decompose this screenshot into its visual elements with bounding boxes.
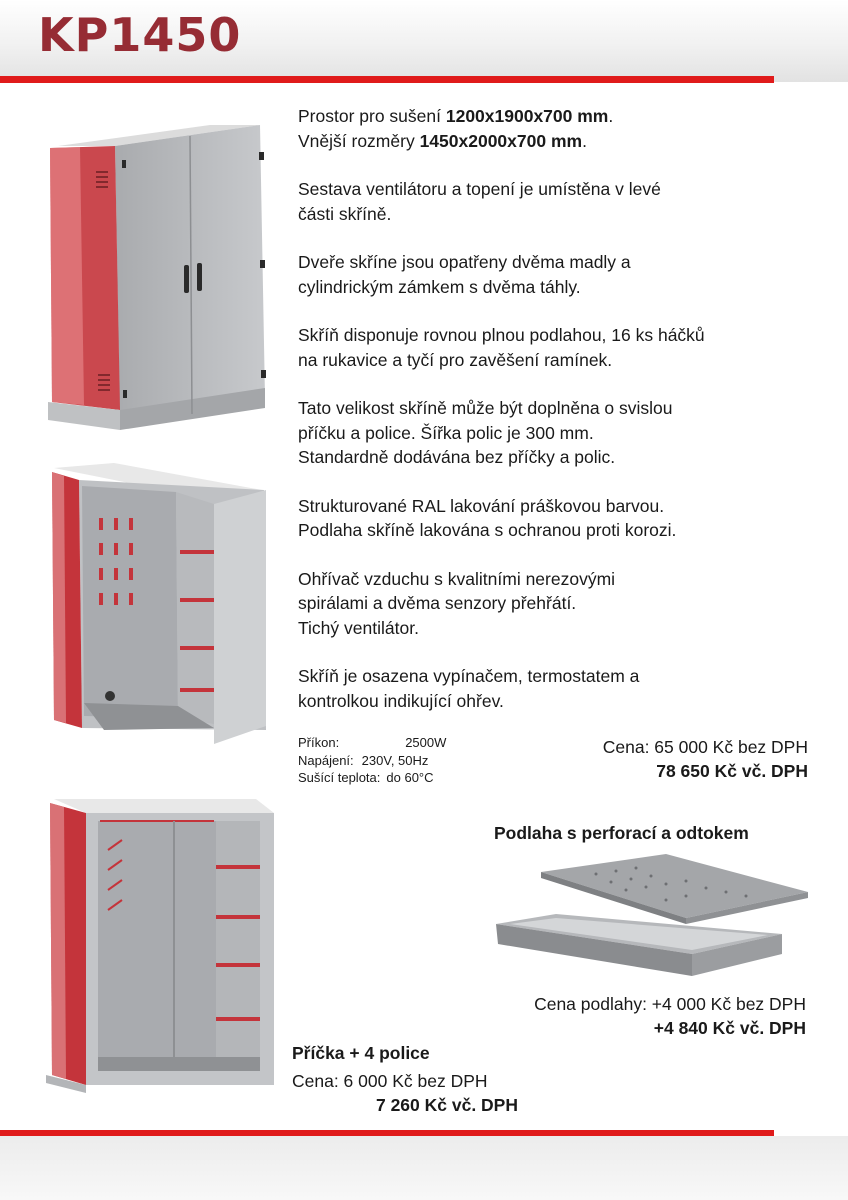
paragraph-heater <box>298 567 768 641</box>
options-line-3: Standardně dodávána bez příčky a polic. <box>298 447 616 467</box>
main-price <box>603 735 808 783</box>
fan-line-2: části skříně. <box>298 203 392 224</box>
floor-price-gross: +4 840 Kč vč. DPH <box>653 1018 806 1038</box>
spec-list <box>298 734 446 787</box>
floor-price <box>534 992 806 1040</box>
controls-line-1: Skříň je osazena vypínačem, termostatem a <box>298 666 640 686</box>
options-line-1: Tato velikost skříně může být doplněna o svislou <box>298 398 673 418</box>
paragraph-controls <box>298 664 768 713</box>
outer-value: 1450x2000x700 mm <box>419 130 583 151</box>
paragraph-fan <box>298 177 768 226</box>
paragraph-doors <box>298 250 768 299</box>
shelves-option-title: Příčka + 4 police <box>292 1043 430 1063</box>
floor-option-title: Podlaha s perforací a odtokem <box>494 823 749 843</box>
shelves-price-gross: 7 260 Kč vč. DPH <box>375 1095 518 1115</box>
spec-label: Sušící teplota: <box>298 770 381 785</box>
cabinet-open-image <box>44 458 274 748</box>
options-line-2: příčku a police. Šířka polic je 300 mm. <box>298 422 594 443</box>
dims-value: 1200x1900x700 mm <box>445 106 609 126</box>
fan-line-1: Sestava ventilátoru a topení je umístěna v levé <box>298 179 661 199</box>
floor-line-2: na rukavice a tyčí pro zavěšení ramínek. <box>298 349 613 370</box>
footer-band <box>0 1136 848 1200</box>
perforated-floor-image <box>486 852 810 980</box>
shelves-price <box>292 1069 518 1117</box>
outer-prefix: Vnější rozměry <box>298 130 420 151</box>
product-description <box>298 104 768 737</box>
controls-line-2: kontrolkou indikující ohřev. <box>298 690 504 711</box>
spec-value: do 60°C <box>386 770 434 785</box>
spec-label: Napájení: <box>298 752 354 768</box>
paragraph-floor <box>298 323 768 372</box>
floor-price-net: Cena podlahy: +4 000 Kč bez DPH <box>534 994 806 1014</box>
paragraph-dimensions: Prostor pro sušení 1200x1900x700 mm. Vnější rozměry 1450x2000x700 mm. <box>298 106 614 151</box>
paragraph-finish <box>298 494 768 543</box>
spec-value: 2500W <box>405 735 447 750</box>
shelves-price-net: Cena: 6 000 Kč bez DPH <box>292 1071 488 1091</box>
spec-label: Příkon: <box>298 735 340 750</box>
paragraph-options <box>298 396 768 470</box>
heater-line-3: Tichý ventilátor. <box>298 617 419 638</box>
dims-prefix: Prostor pro sušení <box>298 106 446 126</box>
top-red-rule <box>0 76 774 83</box>
finish-line-2: Podlaha skříně lakována s ochranou proti korozi. <box>298 520 677 540</box>
spec-row <box>298 734 446 752</box>
floor-line-1: Skříň disponuje rovnou plnou podlahou, 16 ks háčků <box>298 325 705 345</box>
price-gross: 78 650 Kč vč. DPH <box>656 761 808 781</box>
spec-row <box>298 769 446 787</box>
product-title: KP1450 <box>38 8 242 62</box>
doors-line-2: cylindrickým zámkem s dvěma táhly. <box>298 276 581 297</box>
spec-value: 230V, 50Hz <box>361 752 429 768</box>
spec-row <box>298 752 446 770</box>
heater-line-2: spirálami a dvěma senzory přehřátí. <box>298 593 577 613</box>
cabinet-shelves-image <box>46 795 276 1095</box>
finish-line-1: Strukturované RAL lakování práškovou barvou. <box>298 495 665 516</box>
cabinet-closed-image <box>40 120 280 440</box>
heater-line-1: Ohřívač vzduchu s kvalitními nerezovými <box>298 568 616 589</box>
doors-line-1: Dveře skříne jsou opatřeny dvěma madly a <box>298 252 631 272</box>
price-net: Cena: 65 000 Kč bez DPH <box>602 737 808 757</box>
